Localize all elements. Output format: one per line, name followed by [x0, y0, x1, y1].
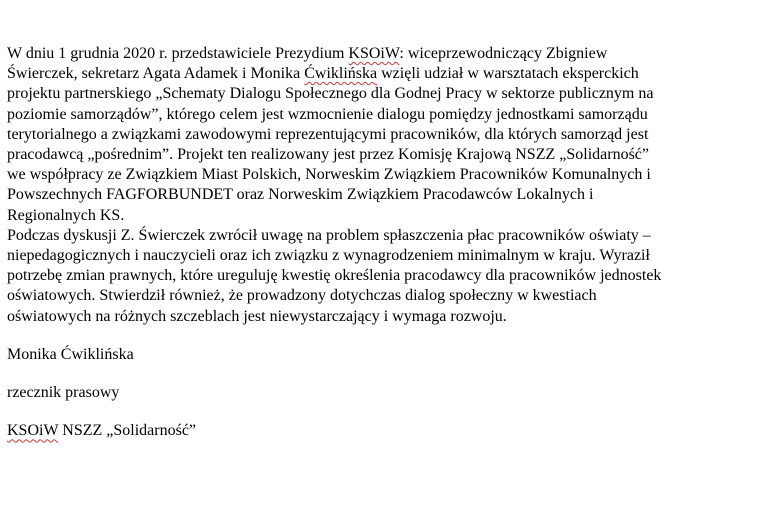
- spacer: [7, 365, 779, 383]
- spacer: [7, 327, 779, 345]
- spellcheck-word: KSOiW: [7, 422, 59, 440]
- signature-role: rzecznik prasowy: [7, 384, 120, 402]
- signature-name: Monika Ćwiklińska: [7, 345, 134, 363]
- spacer: [7, 403, 779, 421]
- paragraph-2-line-1: Podczas dyskusji Z. Świerczek zwrócił uwagę na problem spłaszczenia płac pracowników oświaty –: [7, 226, 651, 244]
- paragraph-1-line-1: W dniu 1 grudnia 2020 r. przedstawiciele Prezydium KSOiW: wiceprzewodniczący Zbigniew: [7, 45, 608, 62]
- paragraph-1-line-9: Regionalnych KS.: [7, 206, 125, 224]
- paragraph-1-line-4: poziomie samorządów”, którego celem jest wzmocnienie dialogu pomiędzy jednostkami samorządu: [7, 105, 648, 123]
- document-body: [7, 44, 779, 441]
- paragraph-2-line-3: potrzebę zmian prawnych, które ureguluję kwestię określenia pracodawcy dla pracowników jednostek: [7, 267, 662, 285]
- paragraph-2-line-2: niepedagogicznych i nauczycieli oraz ich związku z wynagrodzeniem minimalnym w kraju. Wyraził: [7, 247, 650, 265]
- spellcheck-word: KSOiW: [348, 45, 400, 62]
- paragraph-1: [7, 44, 779, 226]
- paragraph-1-line-6: pracodawcą „pośrednim”. Projekt ten realizowany jest przez Komisję Krajową NSZZ „Solidarność”: [7, 146, 649, 164]
- paragraph-1-line-5: terytorialnego a związkami zawodowymi reprezentującymi pracowników, dla których samorząd jest: [7, 125, 649, 143]
- signature-organization: KSOiW NSZZ „Solidarność”: [7, 422, 197, 440]
- paragraph-2: [7, 226, 779, 327]
- paragraph-1-line-3: projektu partnerskiego „Schematy Dialogu Społecznego dla Godnej Pracy w sektorze publicznym na: [7, 85, 654, 103]
- paragraph-1-line-7: we współpracy ze Związkiem Miast Polskich, Norweskim Związkiem Pracowników Komunalnych i: [7, 166, 651, 184]
- paragraph-2-line-4: oświatowych. Stwierdził również, że prowadzony dotychczas dialog społeczny w kwestiach: [7, 287, 597, 305]
- paragraph-2-line-5: oświatowych na różnych szczeblach jest niewystarczający i wymaga rozwoju.: [7, 307, 507, 325]
- paragraph-1-line-8: Powszechnych FAGFORBUNDET oraz Norweskim Związkiem Pracodawców Lokalnych i: [7, 186, 594, 204]
- paragraph-1-line-2: Świerczek, sekretarz Agata Adamek i Monika Ćwiklińska wzięli udział w warsztatach eksperckich: [7, 65, 639, 83]
- spellcheck-word: Ćwiklińska: [304, 65, 378, 83]
